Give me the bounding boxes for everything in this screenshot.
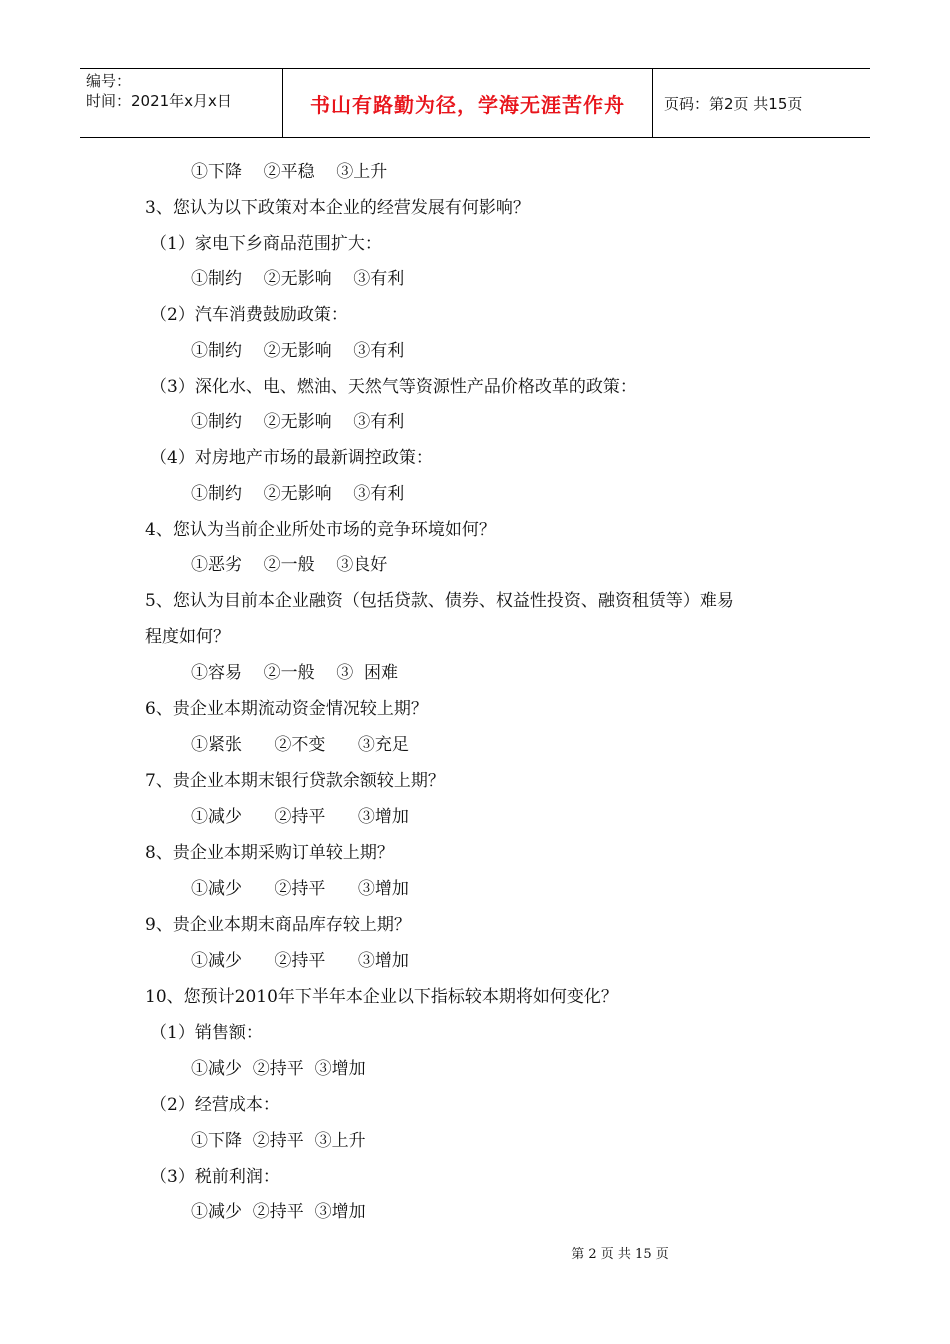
answer-options: ①减少 ②持平 ③增加 [191,1059,366,1079]
header-meta [80,69,282,137]
sub-question: （3）税前利润： [150,1167,280,1187]
question-text: 5、您认为目前本企业融资（包括贷款、债券、权益性投资、融资租赁等）难易 [145,591,734,611]
sub-question: （2）经营成本： [150,1095,280,1115]
question-text-continued: 程度如何？ [145,627,230,647]
sub-question: （1）销售额： [150,1023,263,1043]
answer-options: ①紧张 ②不变 ③充足 [191,735,409,755]
answer-options: ①恶劣 ②一般 ③良好 [191,555,388,575]
document-time-label: 时间：2021年x月x日 [86,92,232,110]
header-page-info: 页码：第2页 共15页 [664,94,803,113]
answer-options: ①制约 ②无影响 ③有利 [191,412,405,432]
answer-options: ①容易 ②一般 ③ 困难 [191,663,399,683]
question-text: 4、您认为当前企业所处市场的竞争环境如何？ [145,520,496,540]
question-text: 9、贵企业本期末商品库存较上期？ [145,915,411,935]
answer-options: ①减少 ②持平 ③增加 [191,1202,366,1222]
sub-question: （3）深化水、电、燃油、天然气等资源性产品价格改革的政策： [150,377,637,397]
sub-question: （4）对房地产市场的最新调控政策： [150,448,433,468]
header-motto: 书山有路勤为径，学海无涯苦作舟 [310,92,625,117]
answer-options: ①下降 ②持平 ③上升 [191,1131,366,1151]
answer-options: ①制约 ②无影响 ③有利 [191,269,405,289]
question-text: 6、贵企业本期流动资金情况较上期？ [145,699,428,719]
answer-options: ①制约 ②无影响 ③有利 [191,484,405,504]
answer-options: ①减少 ②持平 ③增加 [191,879,409,899]
answer-options: ①下降 ②平稳 ③上升 [191,162,388,182]
header-motto-cell [282,69,653,137]
answer-options: ①制约 ②无影响 ③有利 [191,341,405,361]
sub-question: （1）家电下乡商品范围扩大： [150,234,382,254]
question-text: 10、您预计2010年下半年本企业以下指标较本期将如何变化？ [145,987,618,1007]
question-text: 8、贵企业本期采购订单较上期？ [145,843,394,863]
page-footer [0,1246,950,1264]
question-text: 3、您认为以下政策对本企业的经营发展有何影响？ [145,198,530,218]
page-header [80,68,870,138]
footer-page-number: 第 2 页 共 15 页 [571,1247,669,1262]
answer-options: ①减少 ②持平 ③增加 [191,807,409,827]
answer-options: ①减少 ②持平 ③增加 [191,951,409,971]
document-number-label: 编号： [86,72,132,90]
sub-question: （2）汽车消费鼓励政策： [150,305,348,325]
question-text: 7、贵企业本期末银行贷款余额较上期？ [145,771,445,791]
